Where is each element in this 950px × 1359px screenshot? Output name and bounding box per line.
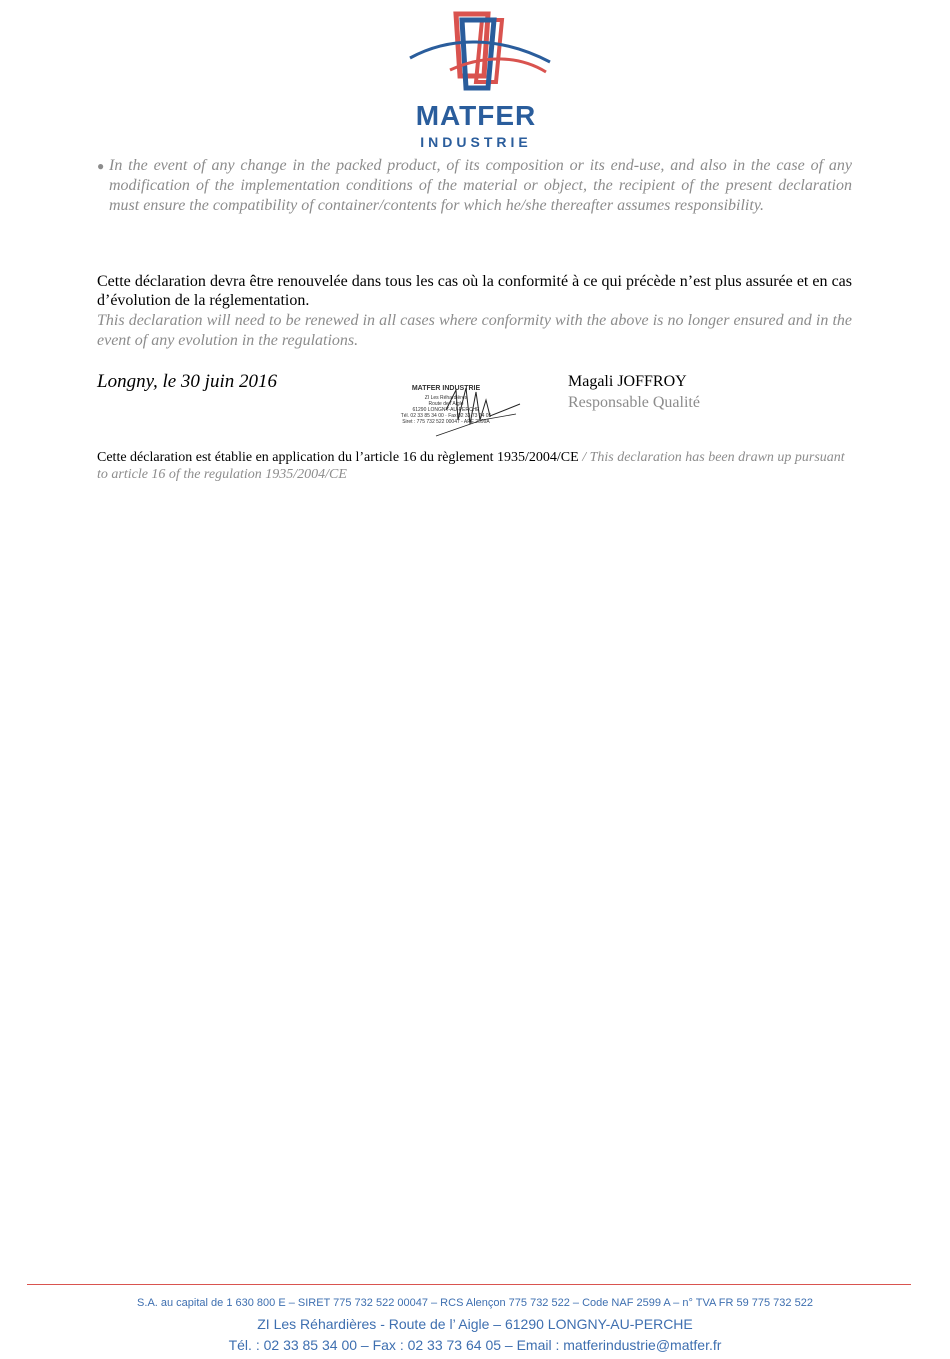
regulation-note-en: / This declaration has been drawn up pursuant to article 16 of the regulation 1935/2004/CE bbox=[97, 450, 845, 482]
logo-wordmark: MATFER bbox=[415, 100, 537, 131]
bullet-text: In the event of any change in the packed product, of its composition or its end-use, and also in the case of any modification of the implementation conditions of the material or object, the recipient of the present declaration must ensure the compatibility of container/contents for which he/she thereafter assumes responsibility. bbox=[109, 157, 852, 214]
stamp-line: ZI Les Réhardières bbox=[424, 395, 468, 401]
signer-name: Magali JOFFROY bbox=[568, 373, 687, 390]
renewal-paragraph-fr: Cette déclaration devra être renouvelée dans tous les cas où la conformité à ce qui précède n’est plus assurée et en cas d’évolution de la réglementation. bbox=[97, 273, 852, 309]
stamp-line: Route de l’Aigle bbox=[428, 401, 464, 407]
stamp-title: MATFER INDUSTRIE bbox=[411, 385, 481, 392]
footer-address-line: ZI Les Réhardières - Route de l’ Aigle – 61290 LONGNY-AU-PERCHE bbox=[257, 1316, 693, 1332]
renewal-paragraph-en: This declaration will need to be renewed in all cases where conformity with the above is no longer ensured and in the event of any evolution in the regulations. bbox=[97, 312, 852, 349]
logo-subtitle: INDUSTRIE bbox=[420, 134, 532, 150]
regulation-note-fr: Cette déclaration est établie en application du l’article 16 du règlement 1935/2004/CE bbox=[97, 450, 579, 465]
stamp-line: Tél. 02 33 85 34 00 · Fax 02 33 73 64 05 bbox=[400, 413, 492, 419]
bullet-icon: ● bbox=[97, 159, 105, 173]
signer-role: Responsable Qualité bbox=[568, 394, 700, 411]
footer-divider bbox=[27, 1284, 911, 1285]
stamp-line: 61290 LONGNY-AU-PERCHE bbox=[412, 407, 480, 413]
handwritten-signature bbox=[386, 380, 526, 440]
bullet-paragraph bbox=[97, 156, 852, 216]
date-line: Longny, le 30 juin 2016 bbox=[97, 371, 277, 392]
footer-contact-line: Tél. : 02 33 85 34 00 – Fax : 02 33 73 64 05 – Email : matferindustrie@matfer.fr bbox=[228, 1337, 722, 1353]
company-stamp bbox=[386, 380, 526, 440]
stamp-line: Siret : 775 732 522 00047 - APE 2599A bbox=[402, 419, 490, 425]
company-logo bbox=[390, 6, 562, 150]
regulation-note bbox=[97, 449, 852, 483]
logo-graphic bbox=[390, 6, 562, 102]
footer-legal-line: S.A. au capital de 1 630 800 E – SIRET 775 732 522 00047 – RCS Alençon 775 732 522 – Code NAF 2599 A – n° TVA FR 59 775 732 522 bbox=[137, 1297, 813, 1309]
